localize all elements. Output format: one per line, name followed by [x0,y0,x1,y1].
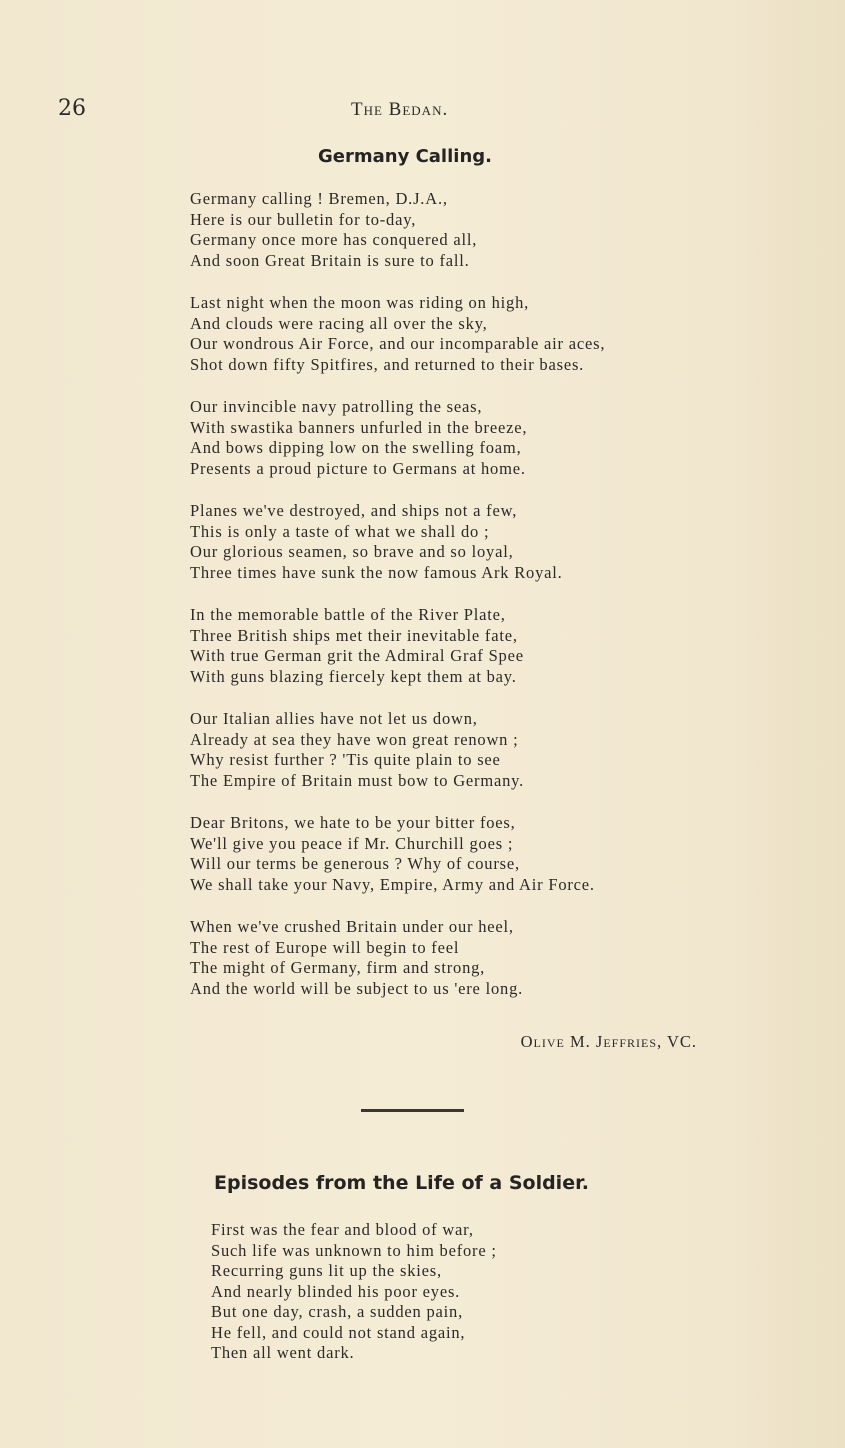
poem-line: Three British ships met their inevitable fate, [190,625,518,645]
stanza-3 [190,397,605,479]
poem-line: Our wondrous Air Force, and our incomparable air aces, [190,334,606,353]
poem-line: Here is our bulletin for to-day, [190,209,417,229]
poem-line: Already at sea they have won great renown ; [190,729,519,749]
stanza-5 [190,605,605,687]
page-number: 26 [58,96,86,121]
poem-line: The Empire of Britain must bow to Germany. [190,770,525,790]
poem-line: Three times have sunk the now famous Ark Royal. [190,562,563,582]
section-divider [361,1109,464,1112]
author-signature: Olive M. Jeffries, VC. [520,1032,697,1051]
stanza-7 [190,813,605,895]
poem-line: And clouds were racing all over the sky, [190,313,488,333]
stanza-2 [190,293,605,375]
poem-line: Recurring guns lit up the skies, [211,1261,442,1280]
poem-line: Dear Britons, we hate to be your bitter foes, [190,813,516,832]
stanza-6 [190,709,605,791]
poem-line: We'll give you peace if Mr. Churchill goes ; [190,833,514,853]
poem-line: The rest of Europe will begin to feel [190,937,460,957]
poem-line: And soon Great Britain is sure to fall. [190,250,470,270]
poem-line: This is only a taste of what we shall do ; [190,521,490,541]
poem-line: Germany once more has conquered all, [190,230,478,249]
poem-line: And the world will be subject to us 'ere long. [190,978,524,998]
poem-line: Then all went dark. [211,1343,355,1362]
poem-line: With swastika banners unfurled in the breeze, [190,417,528,437]
poem-title-germany-calling: Germany Calling. [318,146,492,167]
poem-line: Planes we've destroyed, and ships not a few, [190,501,518,520]
poem-line: With true German grit the Admiral Graf Spee [190,646,524,665]
poem-line: He fell, and could not stand again, [211,1322,466,1342]
poem-line: But one day, crash, a sudden pain, [211,1302,464,1321]
poem-line: Our Italian allies have not let us down, [190,709,478,728]
poem-line: We shall take your Navy, Empire, Army and Air Force. [190,874,595,894]
running-title: The Bedan. [351,99,449,120]
poem-line: Our invincible navy patrolling the seas, [190,397,483,416]
poem-line: With guns blazing fiercely kept them at bay. [190,666,517,686]
poem-line: Will our terms be generous ? Why of course, [190,854,520,873]
poem-episodes [211,1220,497,1364]
poem-line: Germany calling ! Bremen, D.J.A., [190,189,448,208]
poem-line: Our glorious seamen, so brave and so loyal, [190,542,514,561]
stanza-1 [190,189,605,271]
poem-line: The might of Germany, firm and strong, [190,958,486,977]
poem-line: When we've crushed Britain under our heel, [190,917,514,936]
page-header [58,96,698,126]
poem-line: In the memorable battle of the River Plate, [190,605,506,624]
poem-line: Presents a proud picture to Germans at home. [190,458,526,478]
poem-line: Shot down fifty Spitfires, and returned to their bases. [190,354,585,374]
poem-line: Last night when the moon was riding on high, [190,293,530,312]
poem-line: Why resist further ? 'Tis quite plain to see [190,750,501,769]
poem-title-episodes: Episodes from the Life of a Soldier. [214,1172,589,1194]
stanza-8 [190,917,605,999]
page-edge-shading [737,0,845,1448]
stanza-4 [190,501,605,583]
poem-line: And bows dipping low on the swelling foam, [190,438,522,457]
poem-line: First was the fear and blood of war, [211,1220,474,1239]
poem-line: Such life was unknown to him before ; [211,1240,497,1260]
poem-germany-calling [190,189,605,1021]
poem-line: And nearly blinded his poor eyes. [211,1281,461,1301]
